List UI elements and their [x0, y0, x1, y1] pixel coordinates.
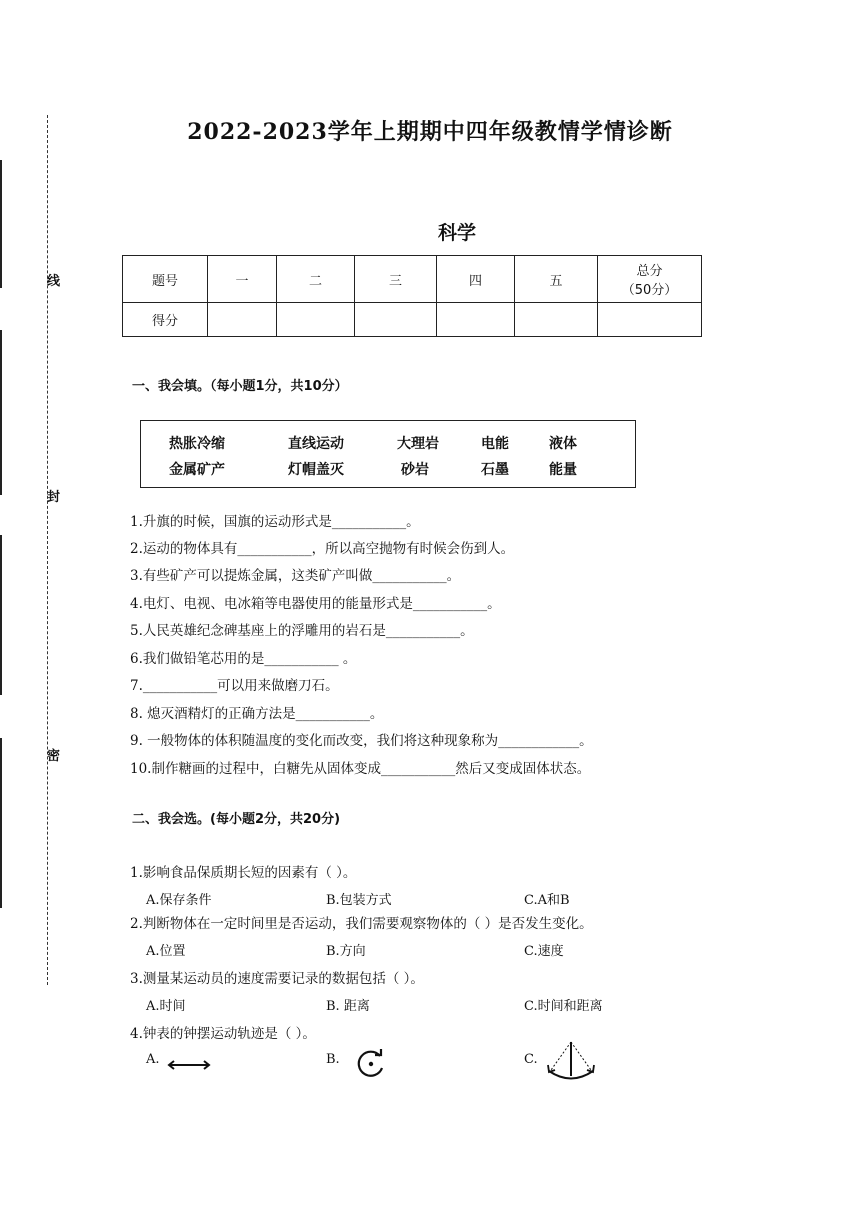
choice-question-stem: 1.影响食品保质期长短的因素有（ ）。 [130, 865, 357, 881]
fill-question: 3.有些矿产可以提炼金属，这类矿产叫做___________。 [130, 568, 461, 584]
word-bank-item: 砂岩 [401, 462, 429, 478]
section1-heading: 一、我会填。（每小题1分，共10分） [132, 379, 348, 394]
subject-title: 科学 [437, 222, 476, 244]
pendulum-arc-icon [545, 1040, 597, 1082]
choice-option: B.方向 [326, 944, 366, 959]
fill-question: 7.___________可以用来做磨刀石。 [130, 678, 339, 694]
score-total-header-cell [598, 256, 702, 303]
score-row-label: 得分 [123, 303, 208, 337]
word-bank-item: 灯帽盖灭 [288, 462, 344, 478]
word-bank-item: 金属矿产 [169, 462, 225, 478]
word-bank-item: 大理岩 [397, 436, 439, 452]
word-bank-item: 热胀冷缩 [169, 436, 225, 452]
word-bank-item: 石墨 [481, 462, 509, 478]
score-table [122, 255, 702, 337]
score-header-cell: 四 [437, 256, 515, 303]
circular-arrow-icon [354, 1047, 388, 1081]
choice-option: C.速度 [524, 944, 564, 959]
choice-option: A.时间 [146, 999, 186, 1014]
score-table-header-row [123, 256, 702, 303]
word-bank-item: 液体 [549, 436, 577, 452]
choice-option: A.位置 [146, 944, 186, 959]
fill-question: 2.运动的物体具有___________，所以高空抛物有时候会伤到人。 [130, 541, 515, 557]
binding-char-mi: 密 [47, 749, 61, 764]
score-header-cell: 题号 [123, 256, 208, 303]
total-label: 总分 [636, 264, 663, 279]
score-header-cell: 五 [515, 256, 598, 303]
choice-question-stem: 3.测量某运动员的速度需要记录的数据包括（ ）。 [130, 971, 424, 987]
score-entry-cell[interactable] [208, 303, 277, 337]
score-header-cell: 三 [355, 256, 437, 303]
choice-option: C. [524, 1052, 538, 1067]
fill-question: 5.人民英雄纪念碑基座上的浮雕用的岩石是___________。 [130, 623, 474, 639]
section2-heading: 二、我会选。(每小题2分，共20分) [132, 812, 341, 827]
double-arrow-icon [166, 1058, 212, 1072]
fill-question: 6.我们做铅笔芯用的是___________ 。 [130, 651, 357, 667]
word-bank-box [140, 420, 636, 488]
choice-question-stem: 4.钟表的钟摆运动轨迹是（ ）。 [130, 1026, 316, 1042]
binding-solid-segment [0, 738, 2, 908]
score-entry-cell[interactable] [515, 303, 598, 337]
choice-option: B.包装方式 [326, 893, 392, 908]
score-header-cell: 二 [277, 256, 355, 303]
score-table-score-row [123, 303, 702, 337]
score-entry-cell[interactable] [277, 303, 355, 337]
fill-question: 1.升旗的时候，国旗的运动形式是___________。 [130, 514, 420, 530]
fill-question: 4.电灯、电视、电冰箱等电器使用的能量形式是___________。 [130, 596, 501, 612]
word-bank-item: 电能 [481, 436, 509, 452]
choice-option: C.时间和距离 [524, 999, 603, 1014]
binding-solid-segment [0, 535, 2, 695]
choice-option: B. 距离 [326, 999, 370, 1014]
binding-dashed-line [47, 115, 48, 985]
fill-question: 9. 一般物体的体积随温度的变化而改变，我们将这种现象称为____________。 [130, 733, 593, 749]
score-entry-cell[interactable] [355, 303, 437, 337]
choice-option: A. [146, 1052, 160, 1067]
fill-question: 8. 熄灭酒精灯的正确方法是___________。 [130, 706, 384, 722]
fill-question: 10.制作糖画的过程中，白糖先从固体变成___________然后又变成固体状态。 [130, 761, 591, 777]
choice-option: B. [326, 1052, 340, 1067]
binding-solid-segment [0, 330, 2, 495]
exam-title: 2022-2023学年上期期中四年级教情学情诊断 [187, 119, 673, 145]
word-bank-item: 直线运动 [288, 436, 344, 452]
score-entry-cell[interactable] [598, 303, 702, 337]
choice-option: C.A和B [524, 893, 570, 908]
score-entry-cell[interactable] [437, 303, 515, 337]
binding-char-xian: 线 [47, 274, 61, 289]
choice-question-stem: 2.判断物体在一定时间里是否运动，我们需要观察物体的（ ）是否发生变化。 [130, 916, 593, 932]
choice-option: A.保存条件 [146, 893, 212, 908]
word-bank-item: 能量 [549, 462, 577, 478]
total-points-label: （50分） [621, 283, 678, 298]
binding-char-feng: 封 [47, 490, 61, 505]
score-header-cell: 一 [208, 256, 277, 303]
